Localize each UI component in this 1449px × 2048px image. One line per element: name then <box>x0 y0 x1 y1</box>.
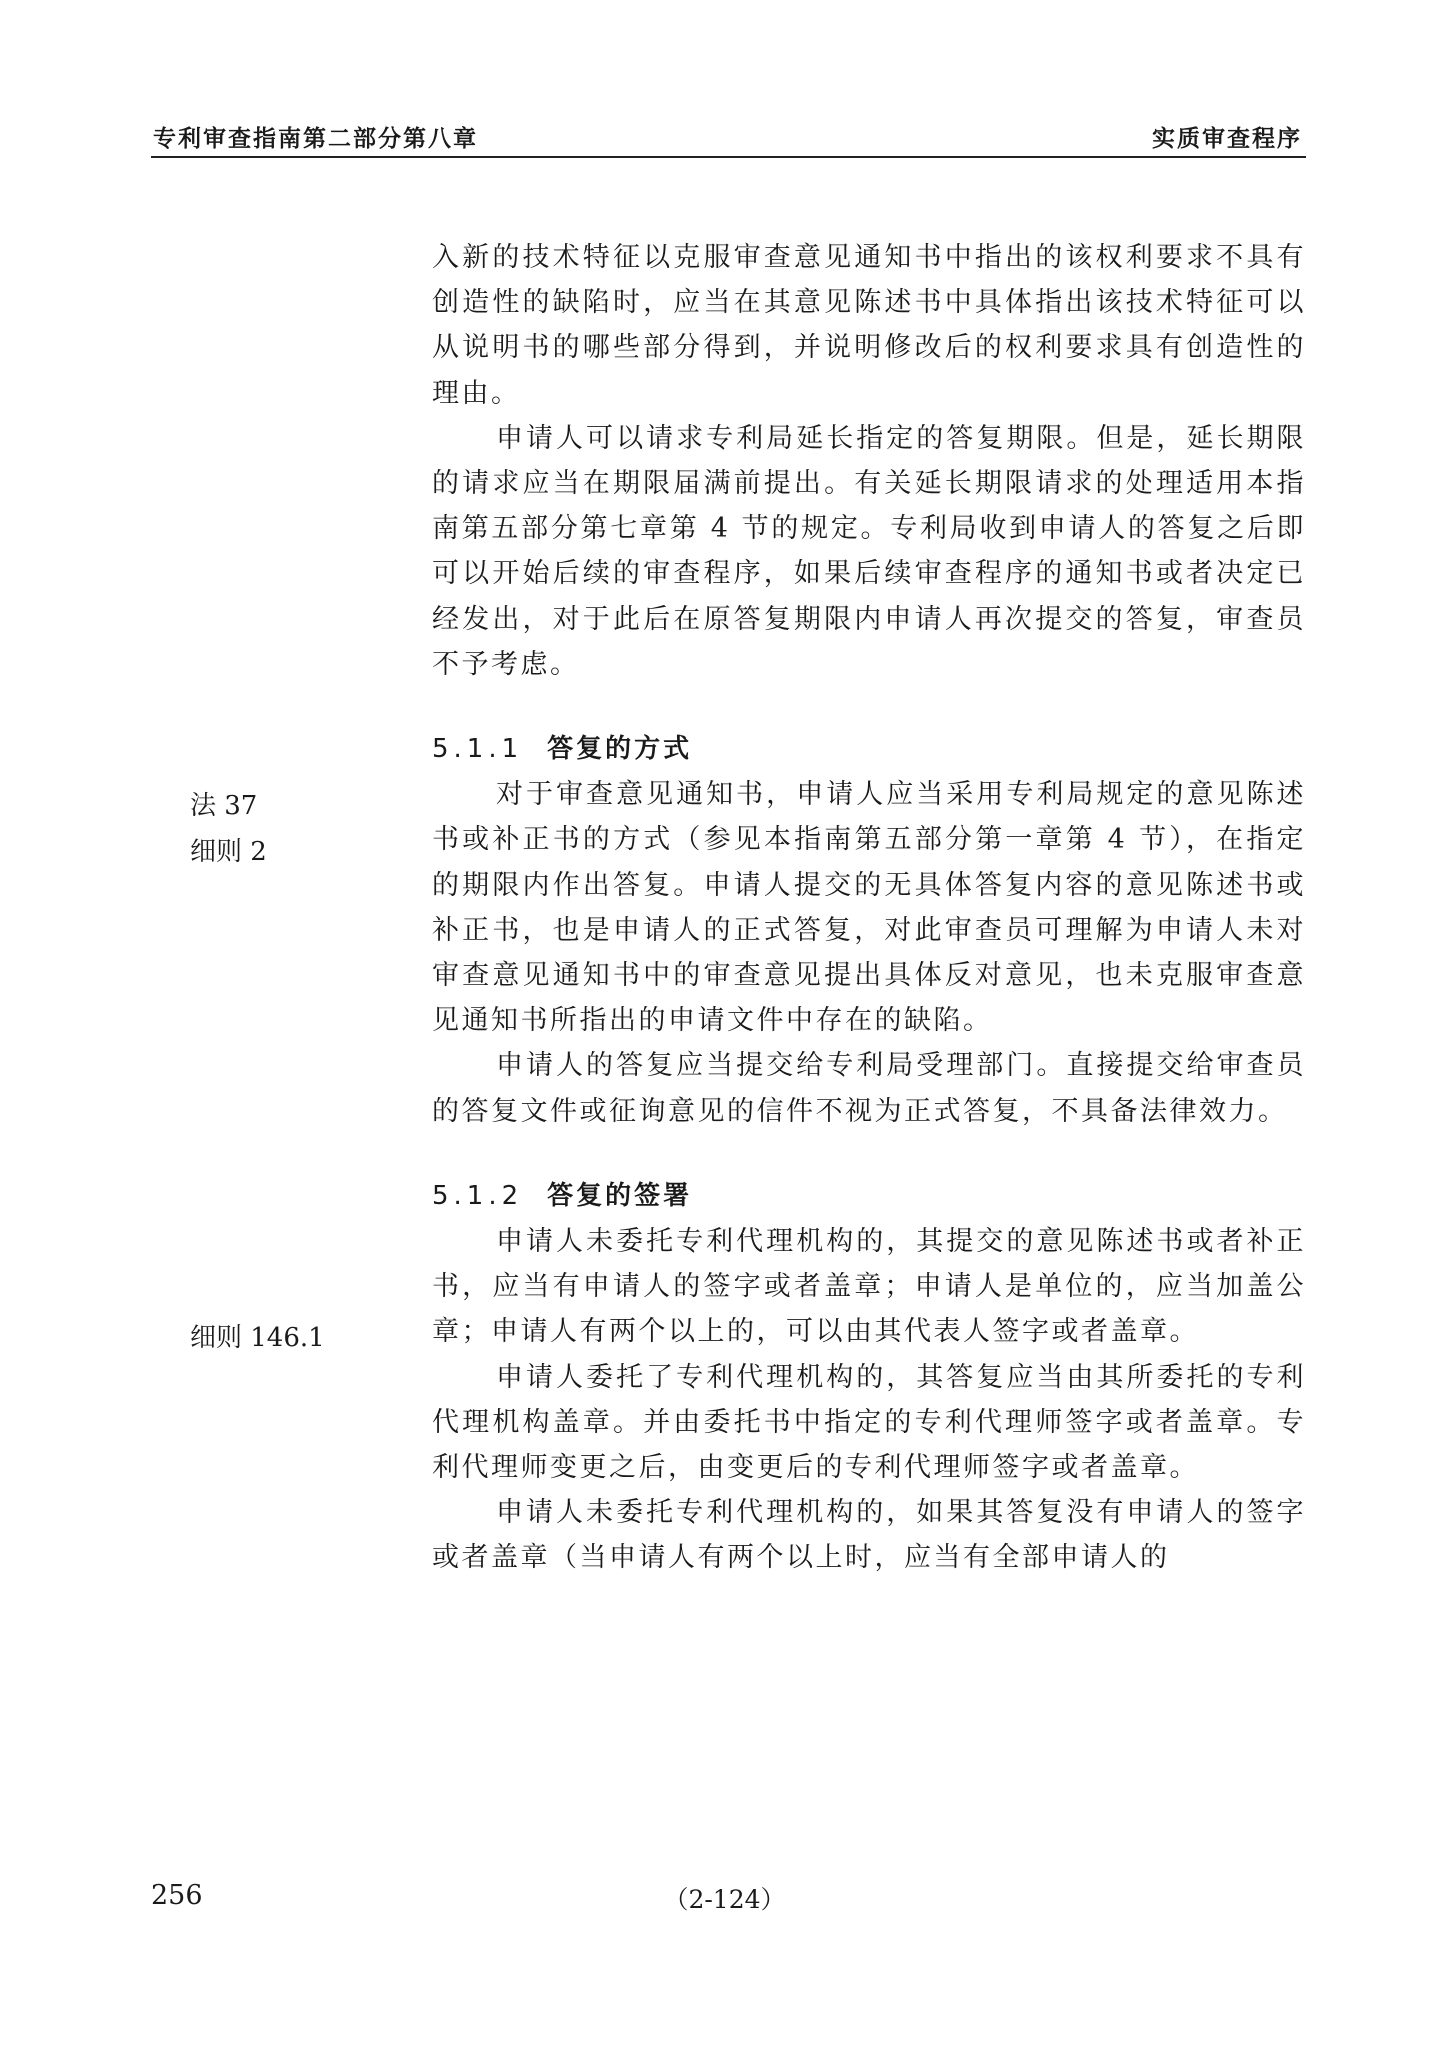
paragraph-extension-request: 申请人可以请求专利局延长指定的答复期限。但是，延长期限的请求应当在期限届满前提出。有关延长期限请求的处理适用本指南第五部分第七章第 4 节的规定。专利局收到申请人的答复之后即可以开始后续的审查程序，如果后续审查程序的通知书或者决定已经发出，对于此后在原答复期限内申请人再次提交的答复，审查员不予考虑。 <box>432 422 1306 680</box>
margin-note-line: 法 37 <box>190 791 258 821</box>
body-text-column <box>432 235 1306 1581</box>
section-number: 5.1.2 <box>432 1180 524 1211</box>
header-section-title: 实质审查程序 <box>1152 126 1302 152</box>
margin-note-line: 细则 2 <box>190 837 267 867</box>
running-header <box>151 118 1306 158</box>
section-heading-5-1-1 <box>432 727 1306 772</box>
page-reference: （2-124） <box>663 1885 786 1914</box>
section-heading-5-1-2 <box>432 1174 1306 1219</box>
paragraph-reply-method: 对于审查意见通知书，申请人应当采用专利局规定的意见陈述书或补正书的方式（参见本指南第五部分第一章第 4 节），在指定的期限内作出答复。申请人提交的无具体答复内容的意见陈述书或补正书，也是申请人的正式答复，对此审查员可理解为申请人未对审查意见通知书中的审查意见提出具体反对意见，也未克服审查意见通知书所指出的申请文件中存在的缺陷。 <box>432 779 1306 1037</box>
section-title: 答复的签署 <box>547 1180 693 1211</box>
paragraph-continuation: 入新的技术特征以克服审查意见通知书中指出的该权利要求不具有创造性的缺陷时，应当在其意见陈述书中具体指出该技术特征可以从说明书的哪些部分得到，并说明修改后的权利要求具有创造性的理由。 <box>432 242 1306 409</box>
paragraph-signature-with-agency: 申请人委托了专利代理机构的，其答复应当由其所委托的专利代理机构盖章。并由委托书中指定的专利代理师签字或者盖章。专利代理师变更之后，由变更后的专利代理师签字或者盖章。 <box>432 1361 1306 1484</box>
section-number: 5.1.1 <box>432 734 524 765</box>
margin-note-law-reference <box>190 783 267 875</box>
paragraph-reply-submission: 申请人的答复应当提交给专利局受理部门。直接提交给审查员的答复文件或征询意见的信件不视为正式答复，不具备法律效力。 <box>432 1050 1306 1127</box>
header-chapter-title: 专利审查指南第二部分第八章 <box>153 126 478 152</box>
page-number: 256 <box>151 1880 203 1911</box>
paragraph-signature-missing: 申请人未委托专利代理机构的，如果其答复没有申请人的签字或者盖章（当申请人有两个以上时，应当有全部申请人的 <box>432 1497 1306 1574</box>
margin-note-rule-reference <box>190 1315 325 1361</box>
margin-note-line: 细则 146.1 <box>190 1323 325 1353</box>
section-title: 答复的方式 <box>547 734 693 765</box>
paragraph-signature-no-agency: 申请人未委托专利代理机构的，其提交的意见陈述书或者补正书，应当有申请人的签字或者盖章；申请人是单位的，应当加盖公章；申请人有两个以上的，可以由其代表人签字或者盖章。 <box>432 1226 1306 1348</box>
